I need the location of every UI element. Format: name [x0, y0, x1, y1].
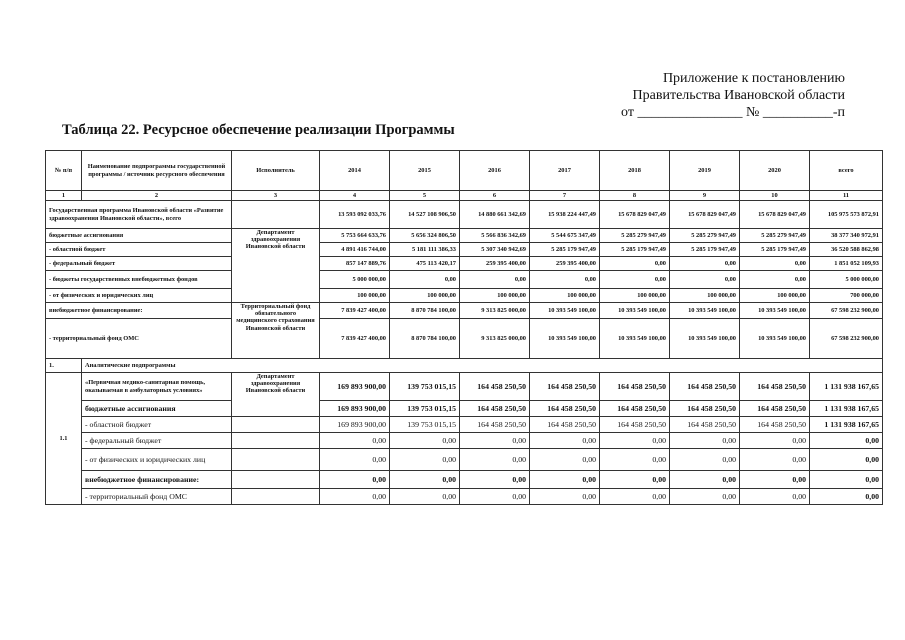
value-cell: 0,00 [320, 449, 390, 471]
value-cell: 0,00 [390, 489, 460, 505]
value-cell: 5 285 179 947,49 [670, 243, 740, 257]
value-cell: 14 880 661 342,69 [460, 201, 530, 229]
program-federal-row [46, 257, 883, 271]
program-regional-row [46, 243, 883, 257]
value-cell: 10 393 549 100,00 [670, 319, 740, 359]
index-cell: 9 [670, 191, 740, 201]
index-cell: 4 [320, 191, 390, 201]
value-cell: 0,00 [740, 489, 810, 505]
value-cell: 164 458 250,50 [600, 373, 670, 401]
value-cell: 5 544 675 347,49 [530, 229, 600, 243]
value-cell: 164 458 250,50 [460, 373, 530, 401]
value-cell: 100 000,00 [320, 289, 390, 303]
sub-federal-row [46, 433, 883, 449]
section-name: Аналитические подпрограммы [82, 359, 883, 373]
empty-executor-cell [232, 433, 320, 449]
value-cell: 100 000,00 [740, 289, 810, 303]
value-cell: 100 000,00 [460, 289, 530, 303]
value-cell: 0,00 [670, 471, 740, 489]
value-cell: 100 000,00 [600, 289, 670, 303]
value-cell: 10 393 549 100,00 [670, 303, 740, 319]
value-cell: 15 678 829 047,49 [670, 201, 740, 229]
value-cell: 164 458 250,50 [460, 417, 530, 433]
row-label: - федеральный бюджет [82, 433, 232, 449]
value-cell: 164 458 250,50 [600, 417, 670, 433]
header-line-government: Правительства Ивановской области [632, 88, 845, 103]
value-cell: 475 113 420,17 [390, 257, 460, 271]
value-cell: 5 566 836 342,69 [460, 229, 530, 243]
column-index-row [46, 191, 883, 201]
program-total-row [46, 201, 883, 229]
value-cell: 0,00 [600, 471, 670, 489]
header-year: 2018 [600, 151, 670, 191]
empty-executor-cell [232, 201, 320, 229]
value-cell: 5 285 279 947,49 [670, 229, 740, 243]
value-cell: 5 285 179 947,49 [740, 243, 810, 257]
index-cell: 5 [390, 191, 460, 201]
value-cell: 169 893 900,00 [320, 373, 390, 401]
value-cell: 36 520 588 862,98 [810, 243, 883, 257]
table-title: Таблица 22. Ресурсное обеспечение реализации Программы [62, 122, 455, 138]
header-year: 2020 [740, 151, 810, 191]
value-cell: 259 395 400,00 [530, 257, 600, 271]
value-cell: 10 393 549 100,00 [530, 303, 600, 319]
value-cell: 0,00 [740, 471, 810, 489]
value-cell: 0,00 [600, 257, 670, 271]
value-cell: 5 285 279 947,49 [600, 229, 670, 243]
value-cell: 0,00 [600, 489, 670, 505]
value-cell: 0,00 [460, 433, 530, 449]
value-cell: 5 000 000,00 [810, 271, 883, 289]
sub-oms-row [46, 489, 883, 505]
index-cell: 10 [740, 191, 810, 201]
value-cell: 0,00 [320, 471, 390, 489]
value-cell: 5 656 324 806,50 [390, 229, 460, 243]
value-cell: 0,00 [530, 471, 600, 489]
section-num: 1. [46, 359, 82, 373]
program-offbudget-funds-row [46, 271, 883, 289]
value-cell: 164 458 250,50 [740, 401, 810, 417]
value-cell: 5 181 111 386,33 [390, 243, 460, 257]
header-year: 2014 [320, 151, 390, 191]
value-cell: 0,00 [390, 433, 460, 449]
row-label: бюджетные ассигнования [46, 229, 232, 243]
index-cell: 3 [232, 191, 320, 201]
value-cell: 0,00 [460, 449, 530, 471]
value-cell: 15 678 829 047,49 [740, 201, 810, 229]
value-cell: 0,00 [810, 433, 883, 449]
value-cell: 169 893 900,00 [320, 417, 390, 433]
header-executor: Исполнитель [232, 151, 320, 191]
empty-executor-cell [232, 417, 320, 433]
empty-executor-cell [232, 489, 320, 505]
value-cell: 100 000,00 [670, 289, 740, 303]
value-cell: 164 458 250,50 [670, 417, 740, 433]
value-cell: 10 393 549 100,00 [740, 319, 810, 359]
header-year: 2016 [460, 151, 530, 191]
value-cell: 0,00 [460, 471, 530, 489]
value-cell: 169 893 900,00 [320, 401, 390, 417]
header-year: 2017 [530, 151, 600, 191]
value-cell: 0,00 [670, 449, 740, 471]
value-cell: 0,00 [600, 449, 670, 471]
row-label: - областной бюджет [46, 243, 232, 257]
row-label: внебюджетное финансирование: [82, 471, 232, 489]
value-cell: 15 938 224 447,49 [530, 201, 600, 229]
program-budget-row [46, 229, 883, 243]
value-cell: 0,00 [670, 271, 740, 289]
value-cell: 10 393 549 100,00 [600, 303, 670, 319]
value-cell: 0,00 [390, 271, 460, 289]
value-cell: 0,00 [810, 489, 883, 505]
table-header-row [46, 151, 883, 191]
value-cell: 1 131 938 167,65 [810, 417, 883, 433]
value-cell: 9 313 825 000,00 [460, 303, 530, 319]
value-cell: 8 870 784 100,00 [390, 319, 460, 359]
value-cell: 67 598 232 900,00 [810, 303, 883, 319]
row-label: - бюджеты государственных внебюджетных фондов [46, 271, 232, 289]
sub-budget-row [46, 401, 883, 417]
sub-num: 1.1 [46, 373, 82, 505]
index-cell: 2 [82, 191, 232, 201]
row-label: внебюджетное финансирование: [46, 303, 232, 319]
header-year: 2015 [390, 151, 460, 191]
row-label: - областной бюджет [82, 417, 232, 433]
row-label: - федеральный бюджет [46, 257, 232, 271]
sub-individuals-row [46, 449, 883, 471]
sub-extrabudget-row [46, 471, 883, 489]
row-label: «Первичная медико-санитарная помощь, оказываемая в амбулаторных условиях» [82, 373, 232, 401]
value-cell: 0,00 [530, 271, 600, 289]
value-cell: 0,00 [670, 433, 740, 449]
executor-oms-fund: Территориальный фонд обязательного медицинского страхования Ивановской области [232, 303, 320, 359]
value-cell: 0,00 [740, 271, 810, 289]
value-cell: 67 598 232 900,00 [810, 319, 883, 359]
value-cell: 0,00 [810, 449, 883, 471]
value-cell: 164 458 250,50 [670, 401, 740, 417]
value-cell: 0,00 [810, 471, 883, 489]
value-cell: 259 395 400,00 [460, 257, 530, 271]
section-row [46, 359, 883, 373]
value-cell: 0,00 [320, 433, 390, 449]
value-cell: 0,00 [530, 433, 600, 449]
value-cell: 0,00 [530, 449, 600, 471]
executor-health-department: Департамент здравоохранения Ивановской области [232, 373, 320, 417]
value-cell: 164 458 250,50 [460, 401, 530, 417]
header-line-appendix: Приложение к постановлению [662, 71, 845, 86]
row-label: - от физических и юридических лиц [82, 449, 232, 471]
value-cell: 15 678 829 047,49 [600, 201, 670, 229]
value-cell: 164 458 250,50 [530, 373, 600, 401]
value-cell: 0,00 [390, 449, 460, 471]
value-cell: 5 285 279 947,49 [740, 229, 810, 243]
value-cell: 105 975 573 872,91 [810, 201, 883, 229]
value-cell: 5 000 000,00 [320, 271, 390, 289]
value-cell: 1 131 938 167,65 [810, 401, 883, 417]
value-cell: 5 285 179 947,49 [530, 243, 600, 257]
value-cell: 38 377 340 972,91 [810, 229, 883, 243]
value-cell: 0,00 [390, 471, 460, 489]
index-cell: 11 [810, 191, 883, 201]
value-cell: 164 458 250,50 [670, 373, 740, 401]
row-label: - территориальный фонд ОМС [46, 319, 232, 359]
executor-health-department: Департамент здравоохранения Ивановской области [232, 229, 320, 303]
value-cell: 0,00 [670, 489, 740, 505]
value-cell: 139 753 015,15 [390, 401, 460, 417]
value-cell: 14 527 108 906,50 [390, 201, 460, 229]
index-cell: 8 [600, 191, 670, 201]
value-cell: 8 870 784 100,00 [390, 303, 460, 319]
value-cell: 13 593 092 033,76 [320, 201, 390, 229]
resource-table [45, 150, 883, 505]
index-cell: 7 [530, 191, 600, 201]
value-cell: 0,00 [460, 271, 530, 289]
value-cell: 0,00 [600, 433, 670, 449]
value-cell: 139 753 015,15 [390, 417, 460, 433]
header-line-date-number: от _______________ № __________-п [621, 105, 845, 120]
value-cell: 1 851 052 109,93 [810, 257, 883, 271]
program-oms-row [46, 319, 883, 359]
value-cell: 5 753 664 633,76 [320, 229, 390, 243]
value-cell: 0,00 [600, 271, 670, 289]
value-cell: 164 458 250,50 [740, 373, 810, 401]
value-cell: 0,00 [460, 489, 530, 505]
value-cell: 10 393 549 100,00 [740, 303, 810, 319]
value-cell: 164 458 250,50 [530, 417, 600, 433]
row-label: - от физических и юридических лиц [46, 289, 232, 303]
value-cell: 1 131 938 167,65 [810, 373, 883, 401]
sub-total-row [46, 373, 883, 401]
value-cell: 0,00 [740, 449, 810, 471]
value-cell: 10 393 549 100,00 [530, 319, 600, 359]
value-cell: 139 753 015,15 [390, 373, 460, 401]
header-num: № п/п [46, 151, 82, 191]
value-cell: 164 458 250,50 [600, 401, 670, 417]
index-cell: 6 [460, 191, 530, 201]
row-label: Государственная программа Ивановской области «Развитие здравоохранения Ивановской области», всего [46, 201, 232, 229]
value-cell: 0,00 [740, 433, 810, 449]
program-extrabudget-row [46, 303, 883, 319]
value-cell: 7 839 427 400,00 [320, 319, 390, 359]
value-cell: 0,00 [740, 257, 810, 271]
value-cell: 0,00 [670, 257, 740, 271]
value-cell: 7 839 427 400,00 [320, 303, 390, 319]
value-cell: 5 307 340 942,69 [460, 243, 530, 257]
row-label: - территориальный фонд ОМС [82, 489, 232, 505]
value-cell: 4 891 416 744,00 [320, 243, 390, 257]
value-cell: 100 000,00 [390, 289, 460, 303]
value-cell: 0,00 [530, 489, 600, 505]
value-cell: 164 458 250,50 [530, 401, 600, 417]
header-name: Наименование подпрограммы государственной программы / источник ресурсного обеспечения [82, 151, 232, 191]
value-cell: 100 000,00 [530, 289, 600, 303]
header-year: 2019 [670, 151, 740, 191]
index-cell: 1 [46, 191, 82, 201]
program-individuals-row [46, 289, 883, 303]
value-cell: 164 458 250,50 [740, 417, 810, 433]
row-label: бюджетные ассигнования [82, 401, 232, 417]
sub-regional-row [46, 417, 883, 433]
header-total: всего [810, 151, 883, 191]
value-cell: 857 147 889,76 [320, 257, 390, 271]
value-cell: 5 285 179 947,49 [600, 243, 670, 257]
empty-executor-cell [232, 449, 320, 471]
value-cell: 0,00 [320, 489, 390, 505]
value-cell: 9 313 825 000,00 [460, 319, 530, 359]
empty-executor-cell [232, 471, 320, 489]
value-cell: 700 000,00 [810, 289, 883, 303]
value-cell: 10 393 549 100,00 [600, 319, 670, 359]
document-header [621, 70, 845, 121]
